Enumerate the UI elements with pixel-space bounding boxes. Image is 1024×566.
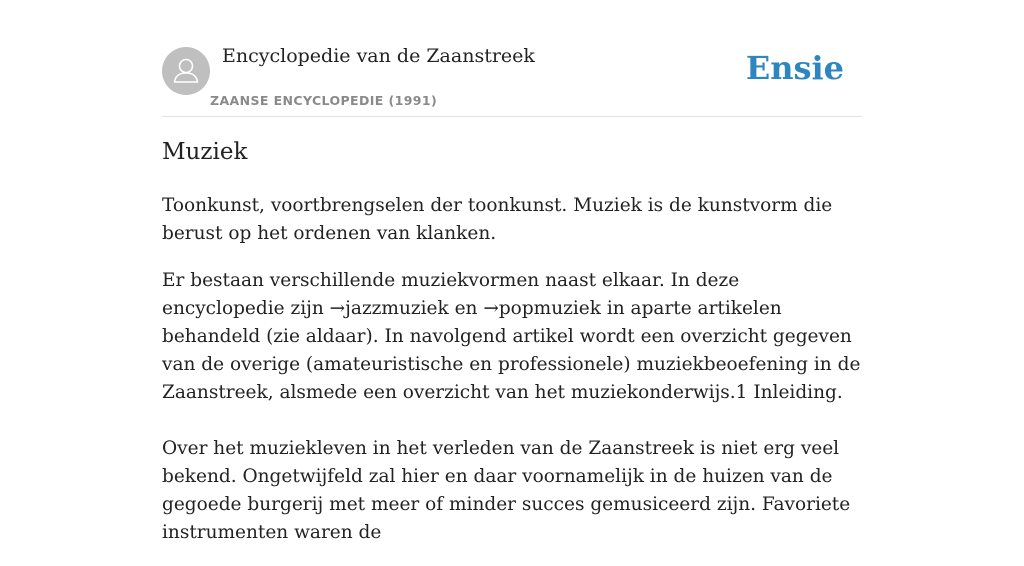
source-title-link[interactable]: Encyclopedie van de Zaanstreek [222,45,535,67]
article-body [162,192,862,566]
paragraph-2-text-1: Er bestaan verschillende muziekvormen naast elkaar. In deze encyclopedie zijn [162,270,740,319]
popmuziek-link[interactable]: →popmuziek [483,298,601,319]
user-icon [162,47,210,95]
jazzmuziek-link[interactable]: →jazzmuziek [329,298,449,319]
paragraph-2-text-2: en [448,298,484,319]
ensie-logo-link[interactable]: Ensie [745,49,844,87]
article-title: Muziek [162,139,248,165]
article-paragraph-1: Toonkunst, voortbrengselen der toonkunst. Muziek is de kunstvorm die berust op het ordenen van klanken. [162,195,833,244]
source-header [162,0,862,117]
article-container [162,0,862,543]
source-avatar[interactable] [162,47,210,95]
article-paragraph-3: Over het muziekleven in het verleden van de Zaanstreek is niet erg veel bekend. Ongetwijfeld zal hier en daar voornamelijk in de huizen van de gegoede burgerij met meer of minder succes gemusiceerd zijn. Favoriete instrumenten waren de [162,438,851,543]
article-paragraph-2 [162,267,862,407]
paragraph-2-text-3: in aparte artikelen behandeld (zie aldaar). In navolgend artikel wordt een overzicht gegeven van de overige (amateuristische en professionele) muziekbeoefening in de Zaanstreek, alsmede een overzicht van het muziekonderwijs.1 Inleiding. [162,298,861,403]
source-subtitle: ZAANSE ENCYCLOPEDIE (1991) [210,93,438,108]
